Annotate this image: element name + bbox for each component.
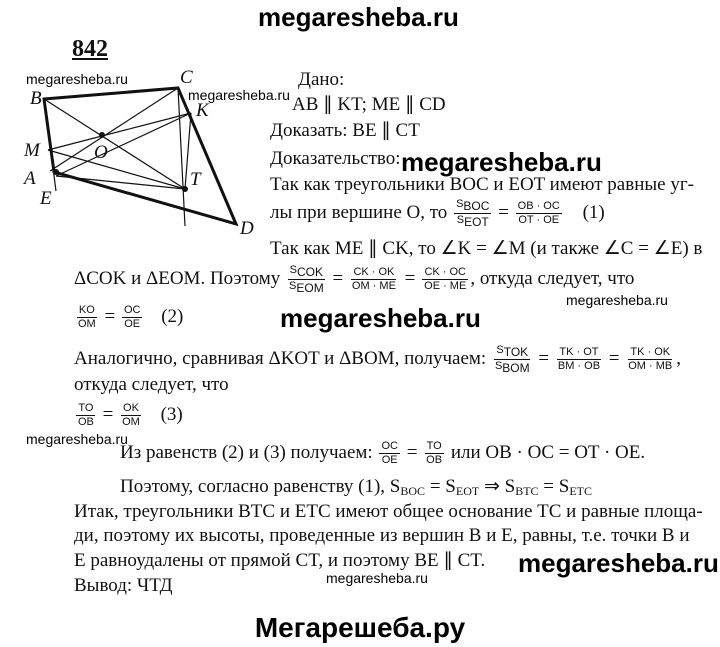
watermark-big: megaresheba.ru	[280, 303, 481, 333]
given-body: AB ∥ KT; ME ∥ CD	[292, 94, 446, 115]
ref-3: (3)	[160, 403, 183, 425]
proof-line-8	[74, 402, 183, 429]
proof-line-10	[120, 476, 592, 502]
point-t	[182, 186, 188, 192]
fraction-oc-oe: $\frac{OC}{OE}$	[123, 304, 141, 330]
l10-part-b: = S	[425, 476, 456, 497]
fraction-to-ob: $\frac{TO}{OB}$	[78, 402, 94, 428]
equals-sign: =	[104, 305, 116, 327]
ref-1: (1)	[582, 201, 605, 223]
fraction-ko-om: $\frac{KO}{OM}$	[78, 304, 96, 330]
equals-sign: =	[406, 441, 418, 463]
label-d: D	[240, 218, 254, 239]
l10-part-c: ⇒ S	[479, 476, 516, 497]
sub-btc: BTC	[515, 484, 539, 498]
watermark-small: megaresheba.ru	[26, 71, 128, 87]
proof-line-4	[74, 264, 634, 295]
conclusion: Вывод: ЧТД	[74, 575, 173, 596]
fraction-ob-oc: $\frac{OB \cdot OC}{OT \cdot OE}$	[517, 200, 560, 226]
label-c: C	[180, 67, 193, 88]
proof-line-3: Так как ME ∥ CK, то ∠K = ∠M (и также ∠C = ∠E) в	[270, 238, 703, 259]
segment-ek	[56, 113, 191, 176]
proof-line-2	[270, 198, 605, 229]
sub-boc: BOC	[400, 484, 426, 498]
proof-line-1: Так как треугольники BOC и EOT имеют равные уг-	[270, 174, 694, 195]
label-b: B	[30, 88, 42, 109]
equals-sign: =	[538, 347, 550, 369]
label-t: T	[190, 169, 201, 190]
point-e	[53, 169, 59, 175]
proof-line-12: ди, поэтому их высоты, проведенные из вершин B и E, равны, т.е. точки B и	[74, 525, 690, 546]
proof-line-5	[74, 304, 183, 331]
fraction-oc-oe-2: $\frac{OC}{OE}$	[381, 440, 398, 466]
equals-sign: =	[498, 201, 509, 223]
proof-line-9	[120, 440, 645, 467]
watermark-small: megaresheba.ru	[26, 431, 128, 447]
fraction-ck-oc: $\frac{CK \cdot OC}{OE \cdot ME}$	[424, 266, 467, 292]
segment-mk	[48, 113, 191, 150]
equals-sign: =	[332, 267, 344, 289]
label-k: K	[196, 100, 209, 121]
proof-line-13: E равноудалены от прямой CT, и поэтому BE ∥ CT.	[74, 550, 486, 571]
proof-line-4-text: ΔCOK и ΔEOM. Поэтому	[74, 267, 281, 289]
watermark-small: megaresheba.ru	[326, 570, 428, 586]
watermark-small: megaresheba.ru	[566, 292, 668, 308]
fraction-ck-ok: $\frac{CK \cdot OK}{OM \cdot ME}$	[351, 266, 396, 292]
sub-eot: EOT	[455, 484, 480, 498]
equals-sign: =	[102, 403, 114, 425]
fraction-sboc-seot: $\frac{\text{SBOC}}{\text{SEOT}}$	[456, 198, 490, 229]
label-a: A	[24, 168, 36, 189]
site-footer: Мегарешеба.ру	[254, 612, 466, 643]
proof-line-9-text: Из равенств (2) и (3) получаем:	[120, 441, 373, 463]
l10-part-a: Поэтому, согласно равенству (1), S	[120, 476, 401, 497]
label-e: E	[40, 188, 52, 209]
fraction-tk-ok: $\frac{TK \cdot OK}{OM \cdot MB}$	[628, 346, 673, 372]
prove-statement: Доказать: BE ∥ CT	[270, 120, 420, 141]
proof-line-6-text: Аналогично, сравнивая ΔKOT и ΔBOM, получаем:	[74, 347, 487, 369]
fraction-to-ob-2: $\frac{TO}{OB}$	[426, 440, 443, 466]
point-o	[99, 132, 105, 138]
equals-sign: =	[608, 347, 620, 369]
label-o: O	[94, 142, 108, 163]
problem-number: 842	[72, 36, 108, 62]
watermark-big: megaresheba.ru	[518, 548, 719, 578]
site-header: megaresheba.ru	[258, 2, 459, 32]
fraction-tk-ot: $\frac{TK \cdot OT}{BM \cdot OB}$	[557, 346, 601, 372]
segment-be	[44, 99, 56, 191]
fraction-ok-om: $\frac{OK}{OM}$	[122, 402, 140, 428]
l10-part-d: = S	[538, 476, 570, 497]
segment-ce	[50, 88, 178, 171]
ref-2: (2)	[161, 305, 184, 327]
proof-line-9-tail: или OB · OC = OT · OE.	[450, 441, 646, 463]
segment-ct	[178, 88, 185, 226]
proof-line-2-text: лы при вершине O, то	[270, 201, 448, 223]
watermark-big: megaresheba.ru	[401, 147, 602, 177]
proof-line-6	[74, 344, 681, 375]
proof-line-7: откуда следует, что	[74, 374, 229, 395]
label-m: M	[24, 140, 40, 161]
given-title: Дано:	[298, 69, 345, 90]
fraction-stok-sbom: $\frac{\text{STOK}}{\text{SBOM}}$	[494, 344, 530, 375]
fraction-scok-seom: $\frac{\text{SCOK}}{\text{SEOM}}$	[289, 264, 324, 295]
proof-line-11: Итак, треугольники BTC и ETC имеют общее основание TC и равные площа-	[74, 501, 703, 522]
comma: ,	[676, 347, 681, 369]
sub-etc: ETC	[569, 484, 592, 498]
proof-title: Доказательство:	[270, 148, 401, 169]
equals-sign: =	[404, 267, 416, 289]
watermark-small: megaresheba.ru	[188, 87, 290, 103]
proof-line-4-tail: , откуда следует, что	[470, 267, 635, 289]
geometry-figure	[18, 66, 268, 241]
segment-et	[56, 176, 185, 189]
